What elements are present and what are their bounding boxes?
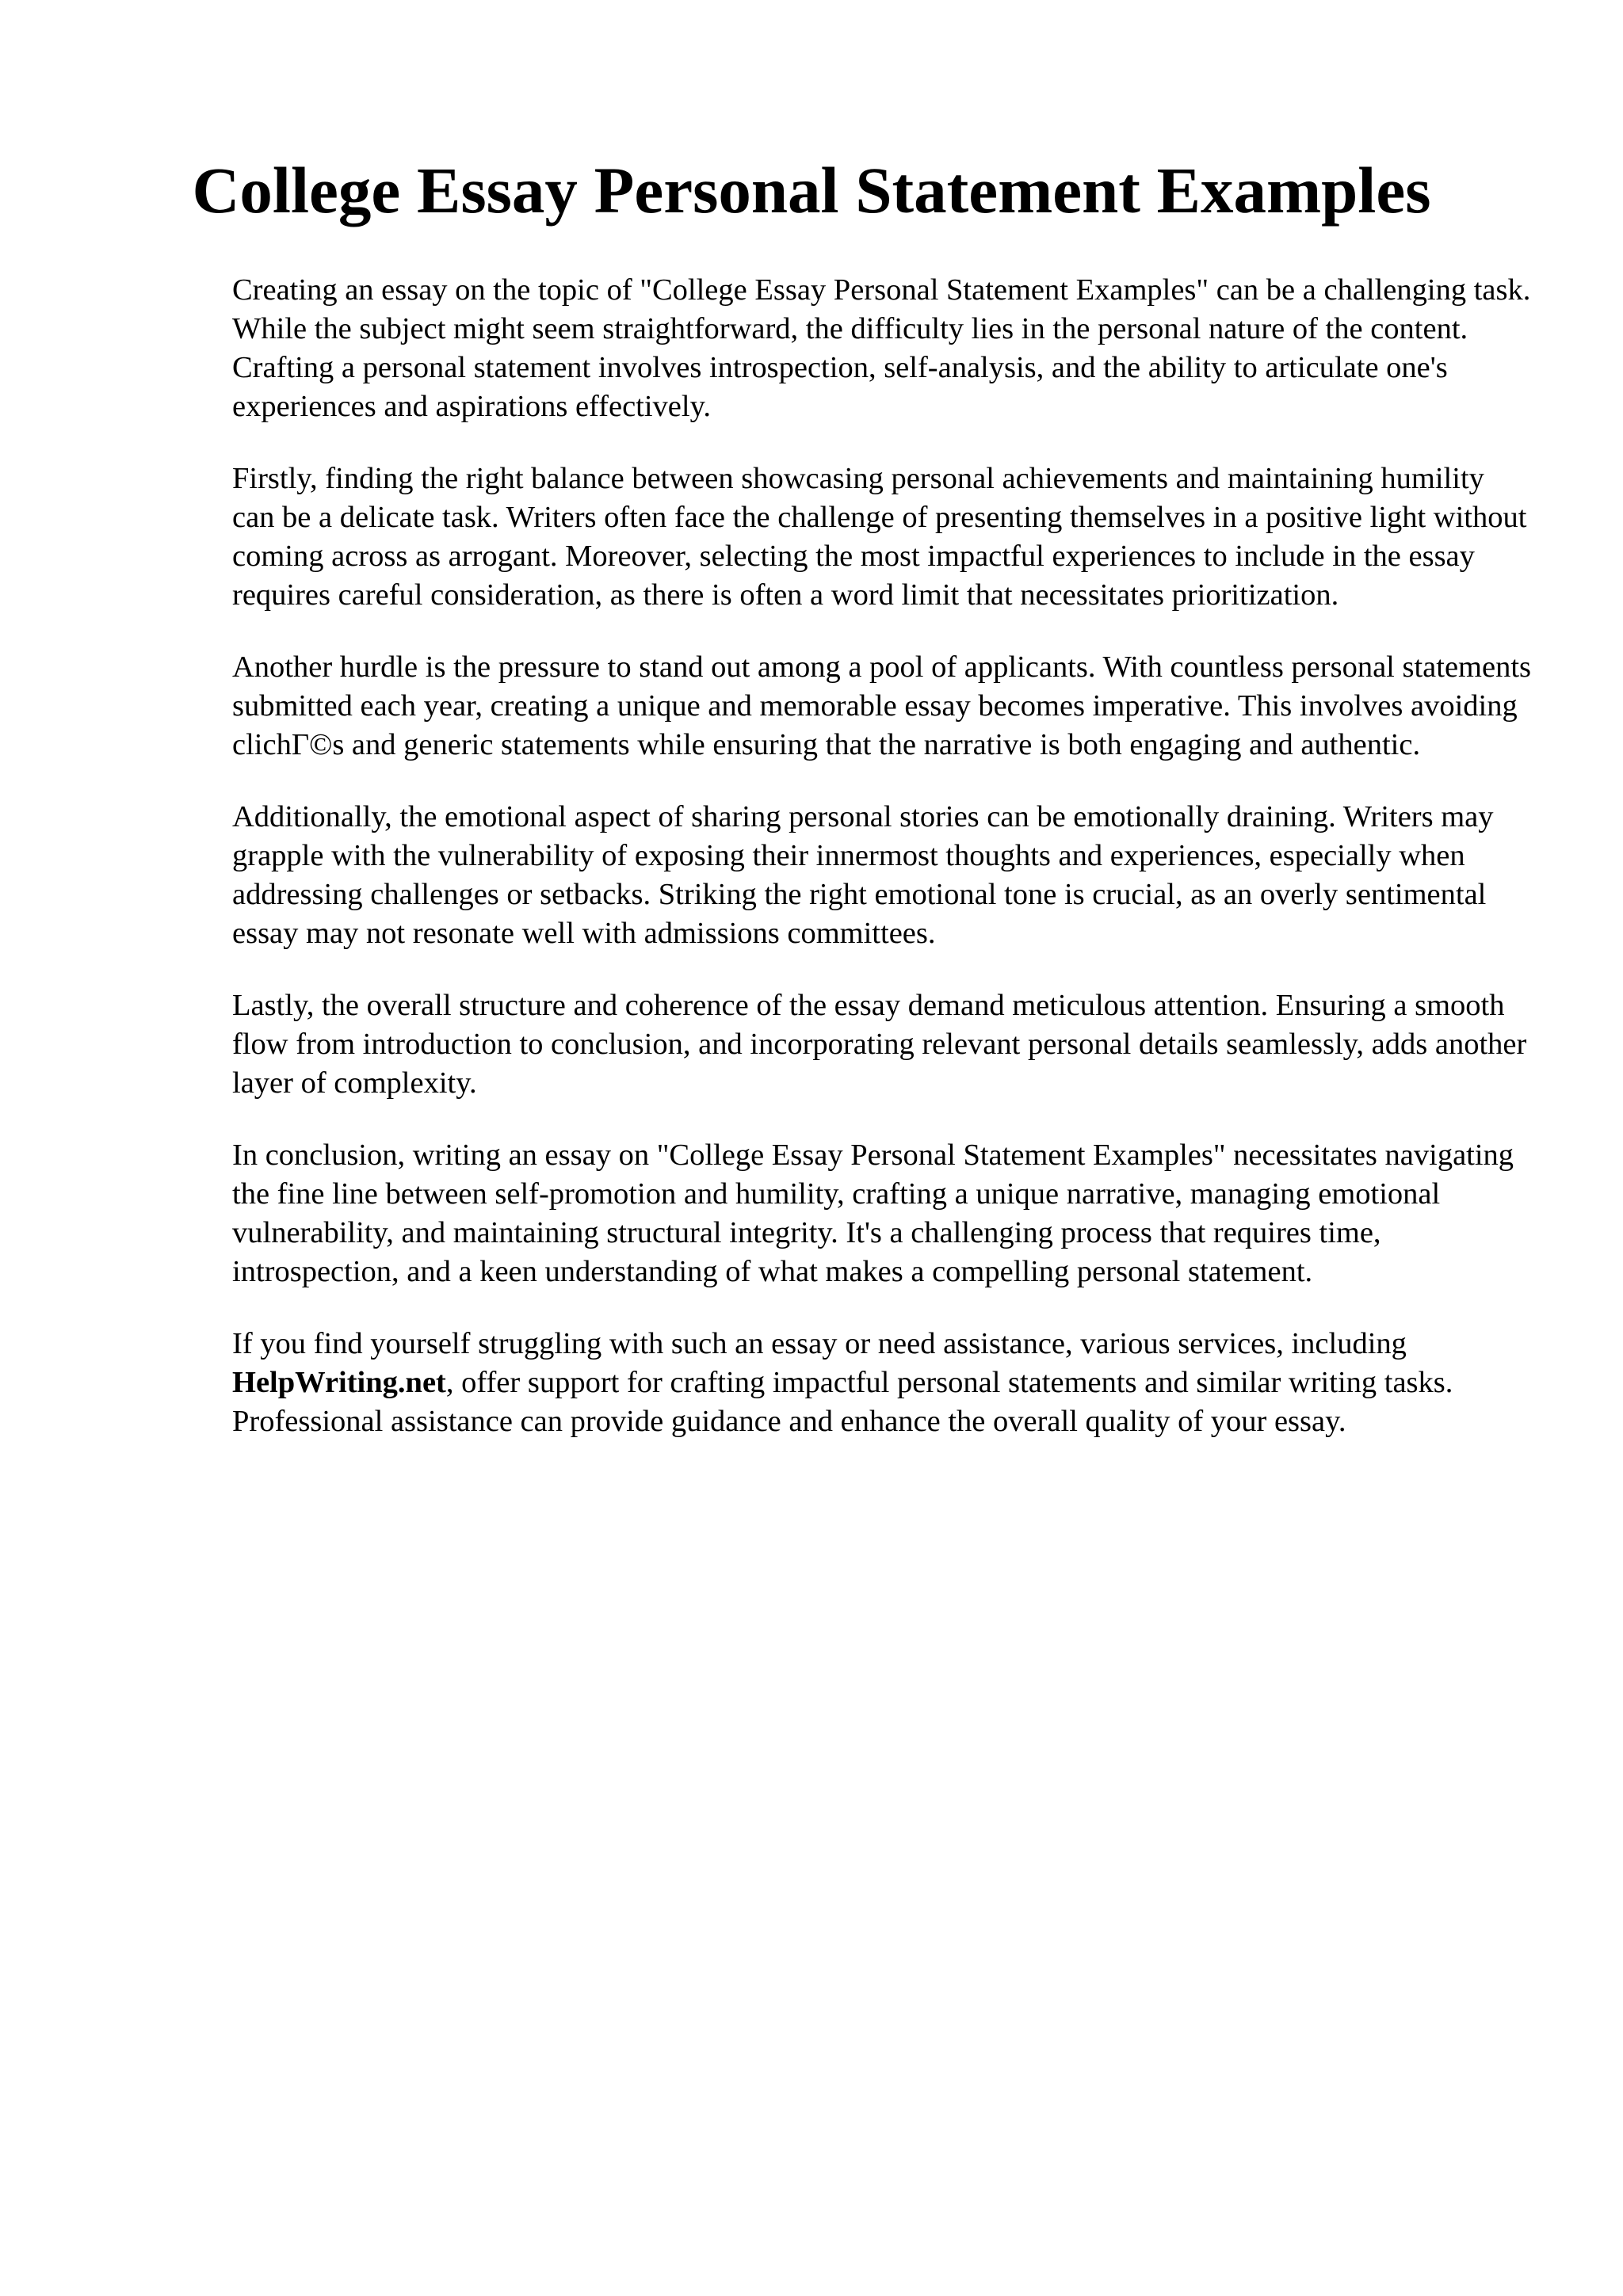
assistance-text-before: If you find yourself struggling with such an essay or need assistance, various services, including bbox=[232, 1327, 1407, 1360]
paragraph-structure: Lastly, the overall structure and coherence of the essay demand meticulous attention. Ensuring a smooth flow from introduction to conclusion, and incorporating relevant personal details seamlessly, adds another layer of complexity. bbox=[232, 989, 1527, 1100]
paragraph-stand-out: Another hurdle is the pressure to stand out among a pool of applicants. With countless personal statements submitted each year, creating a unique and memorable essay becomes imperative. This involves avoiding clichΓ©s and generic statements while ensuring that the narrative is both engaging and authentic. bbox=[232, 650, 1531, 761]
document-title: College Essay Personal Statement Examples bbox=[192, 154, 1431, 227]
paragraph-balance: Firstly, finding the right balance between showcasing personal achievements and maintaining humility can be a delicate task. Writers often face the challenge of presenting themselves in a positive light without coming across as arrogant. Moreover, selecting the most impactful experiences to include in the essay requires careful consideration, as there is often a word limit that necessitates prioritization. bbox=[232, 462, 1527, 612]
paragraph-intro: Creating an essay on the topic of "College Essay Personal Statement Examples" can be a challenging task. While the subject might seem straightforward, the difficulty lies in the personal nature of the content. Crafting a personal statement involves introspection, self-analysis, and the ability to articulate one's experiences and aspirations effectively. bbox=[232, 273, 1531, 423]
brand-name: HelpWriting.net bbox=[232, 1366, 446, 1399]
assistance-text-after: , offer support for crafting impactful personal statements and similar writing tasks. Professional assistance can provide guidance and enhance the overall quality of your essay. bbox=[232, 1366, 1453, 1438]
document-body bbox=[232, 271, 1532, 1474]
paragraph-assistance bbox=[232, 1325, 1532, 1441]
paragraph-emotional: Additionally, the emotional aspect of sharing personal stories can be emotionally draining. Writers may grapple with the vulnerability of exposing their innermost thoughts and experiences, especially when addressing challenges or setbacks. Striking the right emotional tone is crucial, as an overly sentimental essay may not resonate well with admissions committees. bbox=[232, 800, 1494, 950]
paragraph-conclusion: In conclusion, writing an essay on "College Essay Personal Statement Examples" necessitates navigating the fine line between self-promotion and humility, crafting a unique narrative, managing emotional vulnerability, and maintaining structural integrity. It's a challenging process that requires time, introspection, and a keen understanding of what makes a compelling personal statement. bbox=[232, 1138, 1514, 1288]
